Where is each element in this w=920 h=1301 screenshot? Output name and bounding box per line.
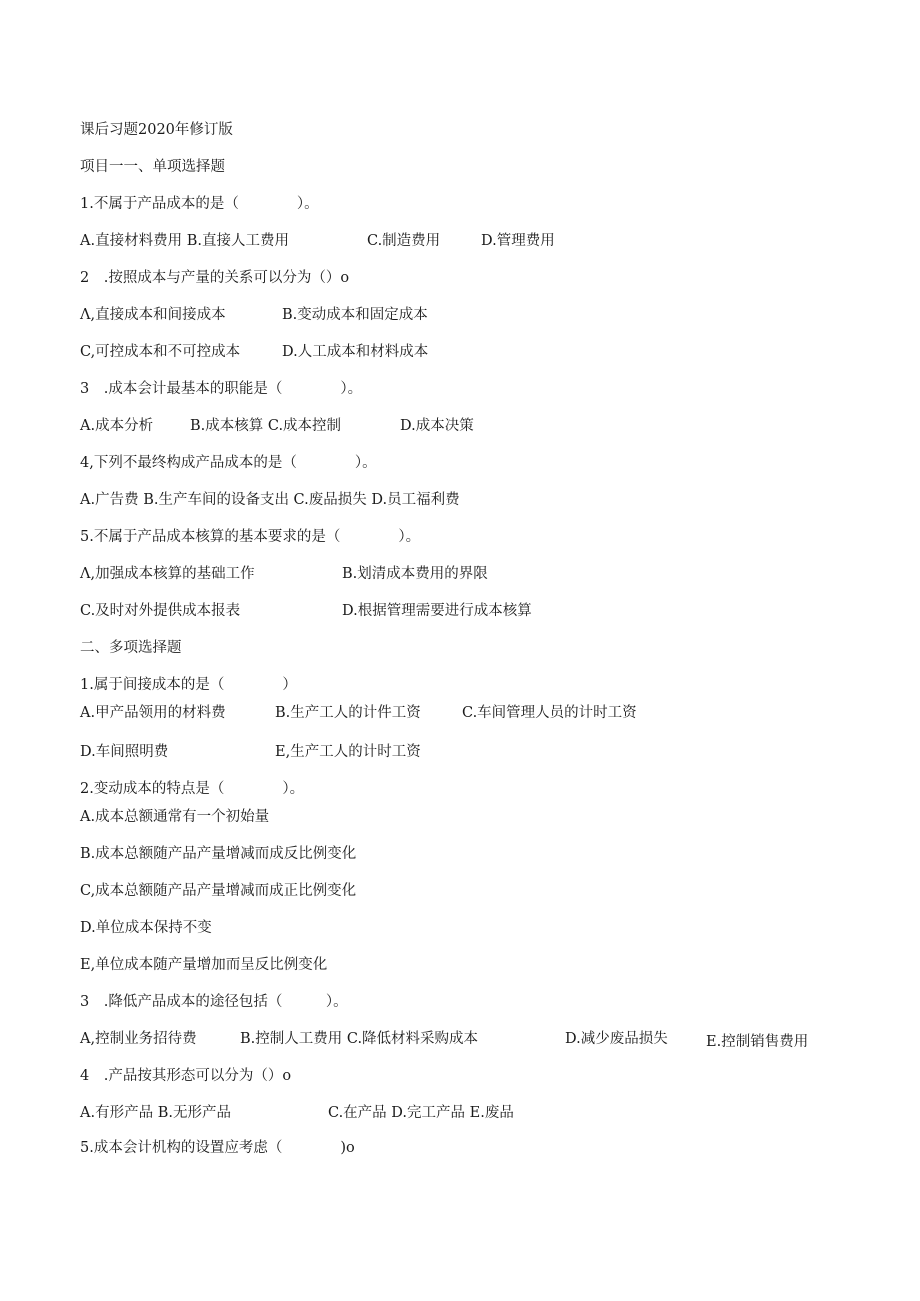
question-stem: 1.属于间接成本的是（ ）: [80, 677, 297, 693]
question-stem: 4,下列不最终构成产品成本的是（ ）。: [80, 455, 377, 471]
option: C.车间管理人员的计时工资: [462, 705, 637, 721]
option: B.控制人工费用 C.降低材料采购成本: [240, 1031, 479, 1047]
option: A,控制业务招待费: [80, 1031, 197, 1047]
option: E,单位成本随产量增加而呈反比例变化: [80, 957, 328, 973]
option: A.成本分析: [80, 418, 154, 434]
option: A.成本总额通常有一个初始量: [80, 809, 270, 825]
option: A.有形产品 B.无形产品: [80, 1105, 231, 1121]
option: C.及时对外提供成本报表: [80, 603, 241, 619]
question-stem: 2 .按照成本与产量的关系可以分为（）o: [80, 270, 350, 286]
section-heading-single-choice: 项目一一、单项选择题: [80, 159, 225, 175]
option: D.单位成本保持不变: [80, 920, 212, 936]
question-options: A.广告费 B.生产车间的设备支出 C.废品损失 D.员工福利费: [80, 492, 460, 508]
option: C.在产品 D.完工产品 E.废品: [328, 1105, 514, 1121]
question-stem: 5.成本会计机构的设置应考虑（ )o: [80, 1140, 355, 1156]
document-title: 课后习题2020年修订版: [80, 122, 233, 138]
option: D.成本决策: [400, 418, 474, 434]
option: D.人工成本和材料成本: [282, 344, 429, 360]
question-stem: 2.变动成本的特点是（ ）。: [80, 781, 305, 797]
option: A.直接材料费用 B.直接人工费用: [80, 233, 289, 249]
option: E,生产工人的计时工资: [275, 744, 421, 760]
question-stem: 3 .降低产品成本的途径包括（ ）。: [80, 994, 348, 1010]
question-stem: 1.不属于产品成本的是（ ）。: [80, 196, 319, 212]
question-stem: 4 .产品按其形态可以分为（）o: [80, 1068, 292, 1084]
option: Λ,加强成本核算的基础工作: [80, 566, 255, 582]
question-stem: 5.不属于产品成本核算的基本要求的是（ ）。: [80, 529, 421, 545]
option: E.控制销售费用: [706, 1034, 809, 1050]
option: Λ,直接成本和间接成本: [80, 307, 226, 323]
option: C,可控成本和不可控成本: [80, 344, 241, 360]
option: D.减少废品损失: [565, 1031, 668, 1047]
option: B.变动成本和固定成本: [282, 307, 428, 323]
question-stem: 3 .成本会计最基本的职能是（ ）。: [80, 381, 363, 397]
option: D.根据管理需要进行成本核算: [342, 603, 532, 619]
option: A.甲产品领用的材料费: [80, 705, 226, 721]
option: B.生产工人的计件工资: [275, 705, 421, 721]
option: C.制造费用: [367, 233, 441, 249]
option: B.划清成本费用的界限: [342, 566, 488, 582]
option: C,成本总额随产品产量增减而成正比例变化: [80, 883, 357, 899]
option: B.成本核算 C.成本控制: [190, 418, 342, 434]
option: D.管理费用: [481, 233, 555, 249]
option: D.车间照明费: [80, 744, 169, 760]
option: B.成本总额随产品产量增减而成反比例变化: [80, 846, 357, 862]
section-heading-multiple-choice: 二、多项选择题: [80, 640, 182, 656]
